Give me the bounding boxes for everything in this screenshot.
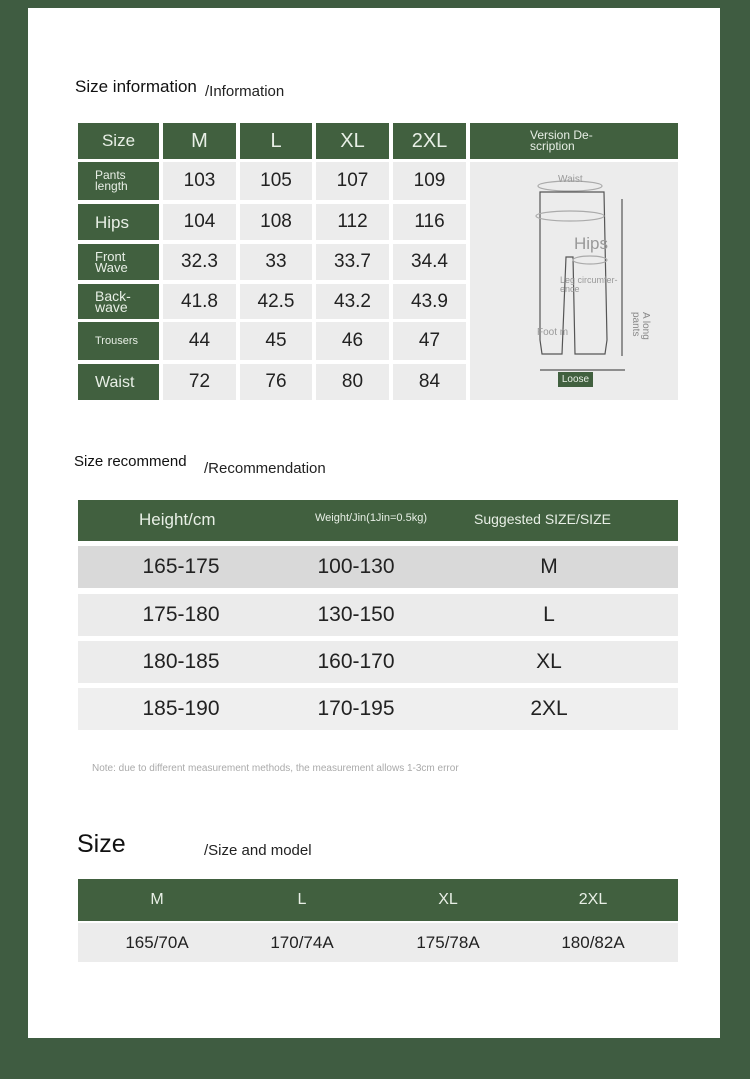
header-height: Height/cm <box>139 510 216 529</box>
size-cell: 107 <box>316 162 389 200</box>
size-cell: 103 <box>163 162 236 200</box>
recommend-cell: XL <box>536 650 562 673</box>
diagram-waist-label: Waist <box>558 174 583 185</box>
recommend-row <box>78 688 678 730</box>
size-cell: 72 <box>163 364 236 400</box>
size-cell: 76 <box>240 364 312 400</box>
recommend-cell: M <box>540 555 558 578</box>
size-header-3: XL <box>316 123 389 159</box>
model-row <box>78 923 678 962</box>
recommend-title: Size recommend <box>74 453 187 470</box>
model-value: 180/82A <box>561 932 625 952</box>
recommend-cell: 130-150 <box>317 603 395 626</box>
size-cell: 45 <box>240 322 312 360</box>
size-row-label: Back-wave <box>78 284 159 319</box>
size-cell: 46 <box>316 322 389 360</box>
size-cell: 109 <box>393 162 466 200</box>
size-cell: 41.8 <box>163 284 236 319</box>
model-value: 170/74A <box>270 932 334 952</box>
size-cell: 80 <box>316 364 389 400</box>
size-cell: 112 <box>316 204 389 240</box>
size-cell: 105 <box>240 162 312 200</box>
size-row-label: Trousers <box>78 322 159 360</box>
recommend-cell: 2XL <box>530 697 568 720</box>
recommend-subtitle: /Recommendation <box>204 460 326 477</box>
recommend-header <box>78 500 678 541</box>
size-cell: 43.9 <box>393 284 466 319</box>
size-row-label: Waist <box>78 364 159 400</box>
size-cell: 44 <box>163 322 236 360</box>
diagram-length-label: A long pants <box>630 312 651 340</box>
size-cell: 42.5 <box>240 284 312 319</box>
size-info-title: Size information <box>75 77 197 96</box>
model-title: Size <box>77 830 126 858</box>
size-cell: 47 <box>393 322 466 360</box>
recommend-row <box>78 594 678 636</box>
recommend-cell: 170-195 <box>317 697 395 720</box>
size-header-2: L <box>240 123 312 159</box>
recommend-cell: 175-180 <box>142 603 220 626</box>
size-row-label: Hips <box>78 204 159 240</box>
size-cell: 108 <box>240 204 312 240</box>
diagram-foot-label: Foot m <box>537 327 569 338</box>
size-cell: 43.2 <box>316 284 389 319</box>
recommend-cell: 185-190 <box>142 697 220 720</box>
model-value: 165/70A <box>125 932 189 952</box>
model-subtitle: /Size and model <box>204 842 312 859</box>
pants-diagram <box>470 162 678 400</box>
diagram-loose-label: Loose <box>558 372 593 387</box>
size-info-subtitle: /Information <box>205 83 285 100</box>
recommend-cell: 165-175 <box>142 555 220 578</box>
recommend-cell: L <box>543 603 555 626</box>
size-header-0: Size <box>78 123 159 159</box>
recommend-row <box>78 546 678 588</box>
size-header-4: 2XL <box>393 123 466 159</box>
measurement-note: Note: due to different measurement methods, the measurement allows 1-3cm error <box>92 763 459 774</box>
size-cell: 34.4 <box>393 244 466 280</box>
size-cell: 33 <box>240 244 312 280</box>
size-header-1: M <box>163 123 236 159</box>
size-row-label: Pants length <box>78 162 159 200</box>
model-value: 175/78A <box>416 932 480 952</box>
model-header <box>78 879 678 921</box>
size-cell: 84 <box>393 364 466 400</box>
size-row-label: Front Wave <box>78 244 159 280</box>
model-size: XL <box>438 891 458 908</box>
size-cell: 116 <box>393 204 466 240</box>
size-cell: 33.7 <box>316 244 389 280</box>
model-size: 2XL <box>578 891 608 908</box>
header-weight: Weight/Jin(1Jin=0.5kg) <box>315 512 427 524</box>
recommend-row <box>78 641 678 683</box>
header-suggested: Suggested SIZE/SIZE <box>474 511 611 527</box>
size-cell: 32.3 <box>163 244 236 280</box>
recommend-cell: 160-170 <box>317 650 395 673</box>
recommend-cell: 100-130 <box>317 555 395 578</box>
model-size: L <box>297 891 307 908</box>
size-cell: 104 <box>163 204 236 240</box>
recommend-cell: 180-185 <box>142 650 220 673</box>
diagram-leg-label: Leg circumfer-ence <box>560 275 618 294</box>
model-size: M <box>150 891 164 908</box>
version-description-header: Version De- scription <box>470 123 678 159</box>
diagram-hips-label: Hips <box>574 234 609 253</box>
